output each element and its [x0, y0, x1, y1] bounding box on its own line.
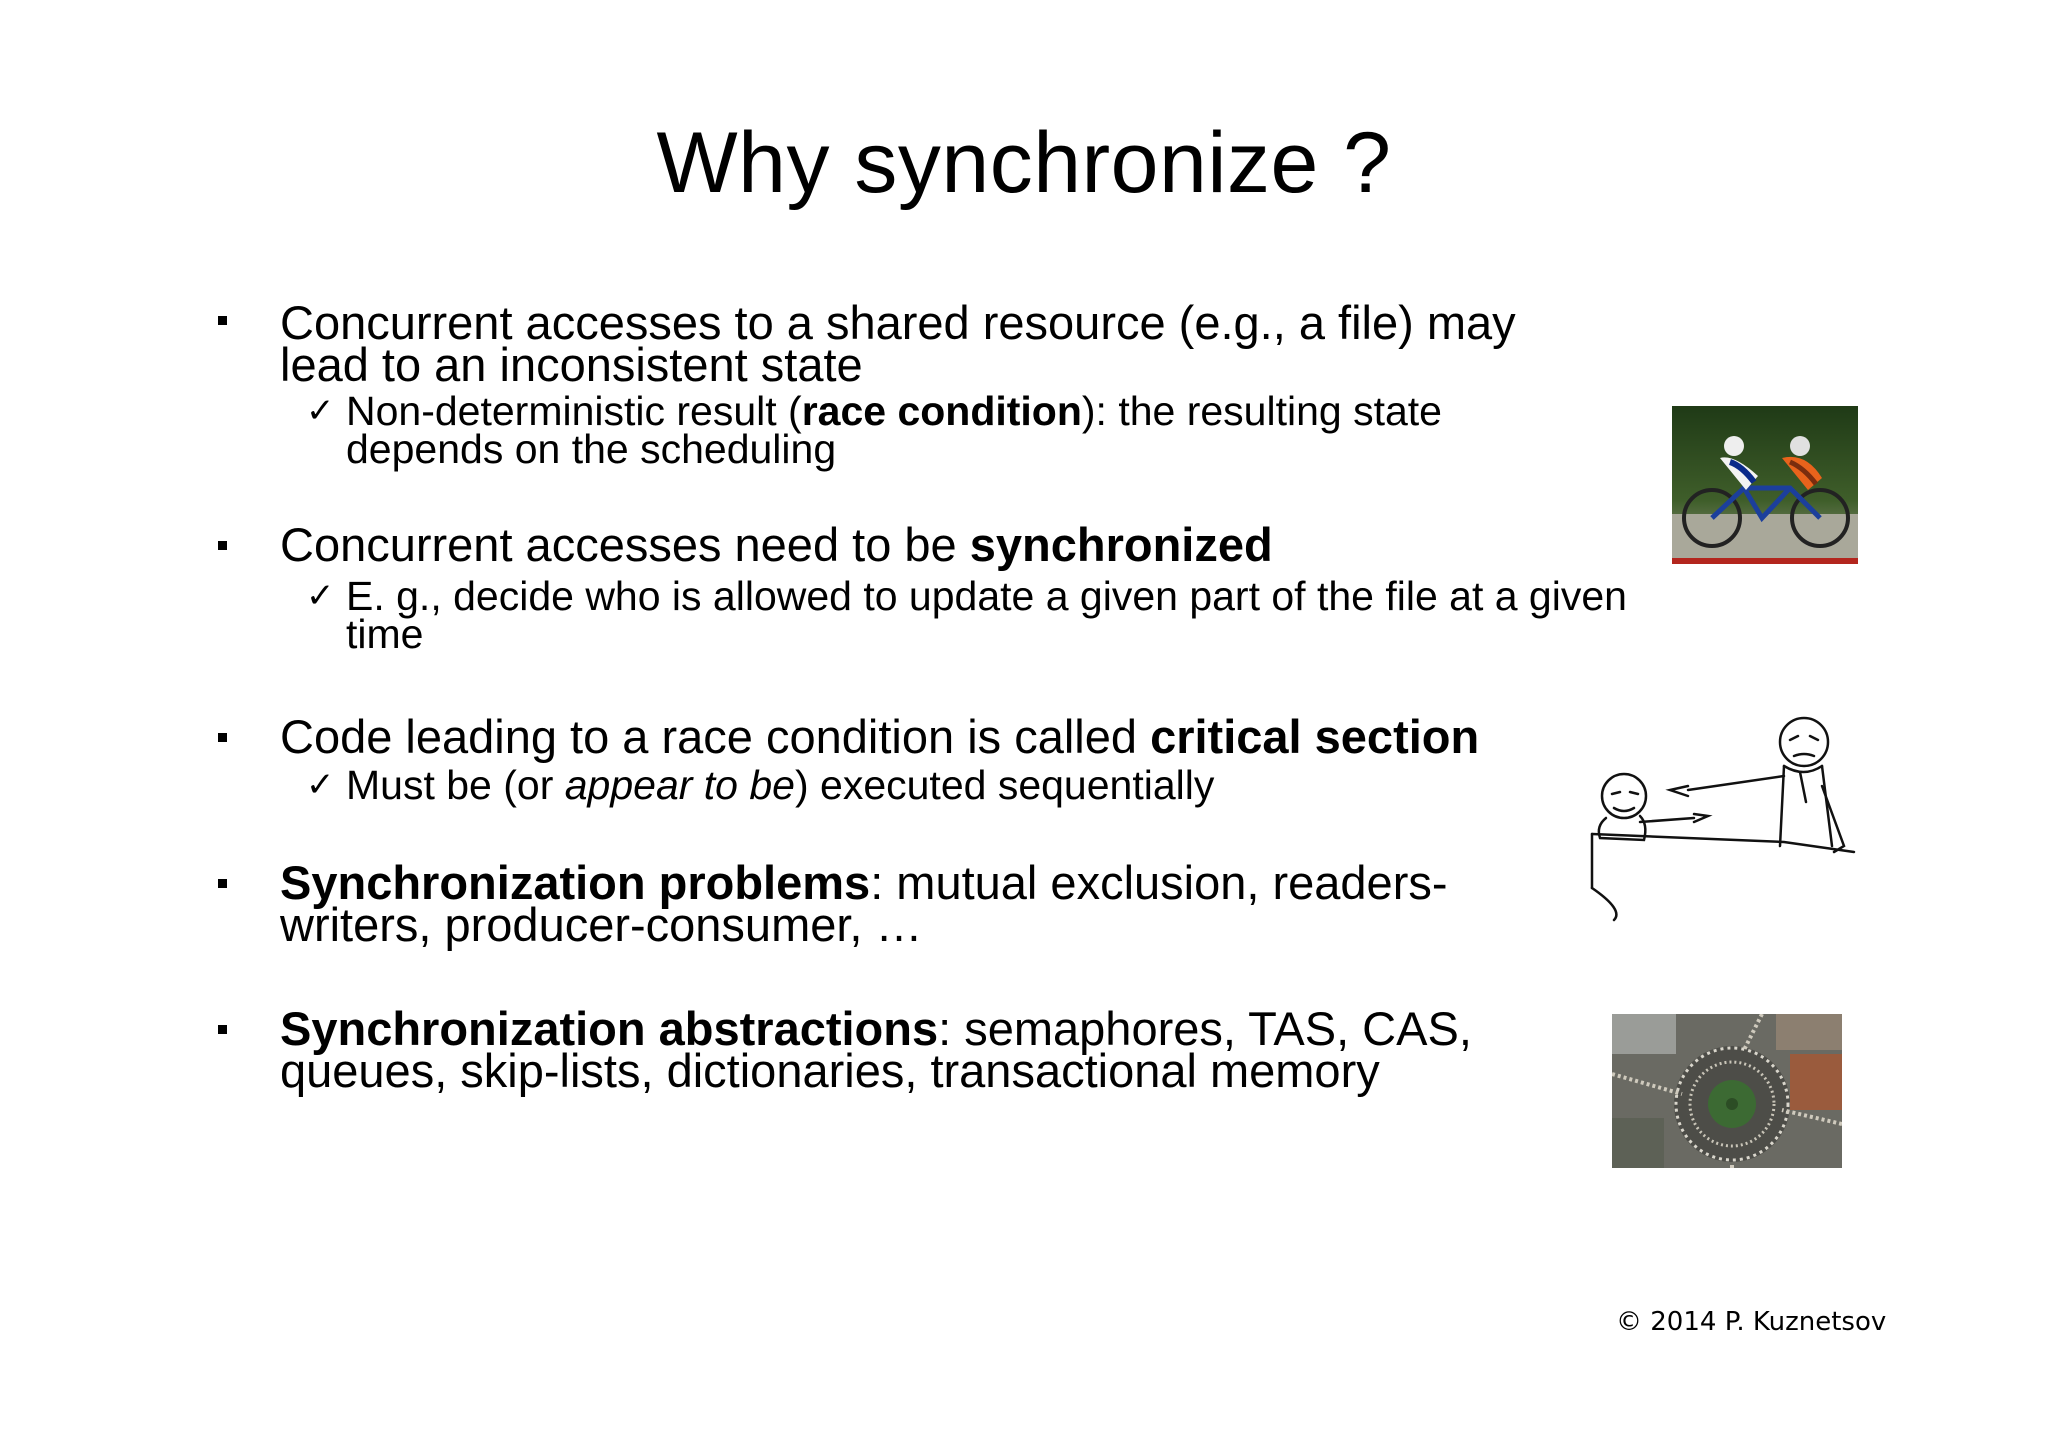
traffic-roundabout-illustration: [1612, 1014, 1842, 1168]
bullet-4-main-bold: Synchronization problems: [280, 856, 871, 909]
bullet-marker: [218, 525, 234, 565]
bullet-marker: [218, 863, 234, 903]
bullet-1-text: [280, 296, 1600, 391]
bullet-marker: [218, 300, 234, 340]
bullet-4-text: [280, 856, 1550, 951]
bullet-marker: [218, 1009, 234, 1049]
bullet-3-sub-italic: appear to be: [564, 762, 795, 808]
bullet-2-main-bold: synchronized: [969, 518, 1273, 571]
bullet-1-sub-text-a: Non-deterministic result (: [346, 388, 802, 434]
copyright-notice: © 2014 P. Kuznetsov: [1616, 1307, 1887, 1337]
checkmark-icon: ✓: [306, 576, 335, 616]
pointing-cartoon-illustration: [1584, 706, 1860, 926]
bullet-1-sub-text-c: ): the resulting state depends on the scheduling: [346, 388, 1442, 472]
bullet-5-main: : semaphores, TAS, CAS, queues, skip-lists, dictionaries, transactional memory: [280, 1002, 1472, 1097]
bullet-2-sub-text: E. g., decide who is allowed to update a given part of the file at a given time: [346, 573, 1627, 657]
bullet-1-main: Concurrent accesses to a shared resource (e.g., a file) may lead to an inconsistent state: [280, 296, 1516, 391]
bullet-3-main-bold: critical section: [1150, 710, 1480, 763]
bullet-5-main-bold: Synchronization abstractions: [280, 1002, 939, 1055]
bullet-3-sub: [306, 762, 1626, 808]
checkmark-icon: ✓: [306, 765, 335, 805]
bullet-3-sub-text-c: ) executed sequentially: [794, 762, 1215, 808]
bullet-2-main: Concurrent accesses need to be: [280, 518, 970, 571]
bullet-4-main: : mutual exclusion, readers-writers, producer-consumer, …: [280, 856, 1448, 951]
bullet-3-sub-text-a: Must be (or: [346, 762, 565, 808]
tandem-bicycle-image: [1672, 406, 1858, 564]
bullet-3-main: Code leading to a race condition is called: [280, 710, 1151, 763]
pointing-cartoon-image: [1584, 706, 1860, 926]
slide-title: Why synchronize ?: [656, 115, 1392, 211]
checkmark-icon: ✓: [306, 391, 335, 431]
bullet-1-sub-bold: race condition: [801, 388, 1082, 434]
tandem-bicycle-illustration: [1672, 406, 1858, 564]
bullet-marker: [218, 717, 234, 757]
bullet-2-sub: [306, 573, 1636, 657]
bullet-2-text: [280, 518, 1620, 571]
bullet-3-text: [280, 710, 1620, 763]
bullet-1-sub: [306, 388, 1536, 472]
traffic-roundabout-image: [1612, 1014, 1842, 1168]
bullet-5-text: [280, 1002, 1580, 1097]
